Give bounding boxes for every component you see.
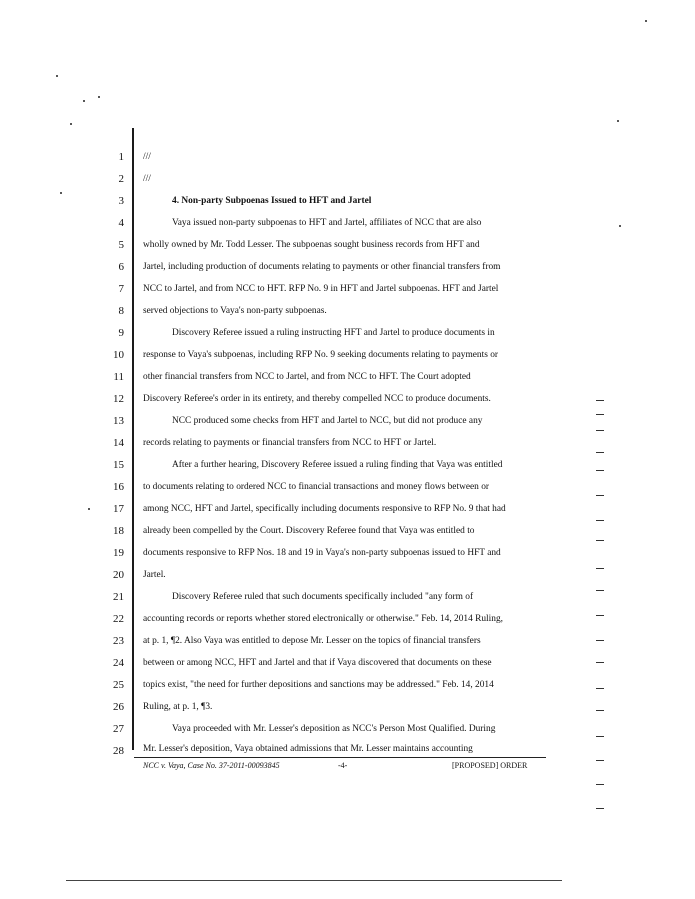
margin-scan-noise bbox=[596, 400, 610, 820]
line-number: 22 bbox=[113, 613, 124, 625]
line-number: 20 bbox=[113, 569, 124, 581]
footer-case-caption: NCC v. Vaya, Case No. 37-2011-00093845 bbox=[143, 761, 280, 770]
line-number: 8 bbox=[118, 305, 124, 317]
scan-speck bbox=[60, 192, 62, 194]
line-number: 16 bbox=[113, 481, 124, 493]
line-number: 17 bbox=[113, 503, 124, 515]
body-line: NCC produced some checks from HFT and Jartel to NCC, but did not produce any bbox=[172, 416, 483, 426]
scan-speck bbox=[98, 96, 100, 98]
line-number: 28 bbox=[113, 745, 124, 757]
line-number: 9 bbox=[118, 327, 124, 339]
body-line: /// bbox=[143, 174, 151, 184]
scan-edge-line bbox=[66, 880, 562, 881]
scan-speck bbox=[56, 75, 58, 77]
line-number: 18 bbox=[113, 525, 124, 537]
line-number: 13 bbox=[113, 415, 124, 427]
footer-page-number: -4- bbox=[338, 761, 348, 770]
body-line: wholly owned by Mr. Todd Lesser. The subpoenas sought business records from HFT and bbox=[143, 240, 480, 250]
scan-speck bbox=[619, 225, 621, 227]
body-line: records relating to payments or financial transfers from NCC to HFT or Jartel. bbox=[143, 438, 437, 448]
line-number: 3 bbox=[118, 195, 124, 207]
body-line: between or among NCC, HFT and Jartel and that if Vaya discovered that documents on these bbox=[143, 658, 492, 668]
line-number: 12 bbox=[113, 393, 124, 405]
line-number: 6 bbox=[118, 261, 124, 273]
line-number: 23 bbox=[113, 635, 124, 647]
line-number: 19 bbox=[113, 547, 124, 559]
body-line: Vaya issued non-party subpoenas to HFT and Jartel, affiliates of NCC that are also bbox=[172, 218, 482, 228]
section-heading: 4. Non-party Subpoenas Issued to HFT and Jartel bbox=[172, 196, 372, 206]
line-number: 1 bbox=[118, 151, 124, 163]
body-line: Jartel, including production of documents relating to payments or other financial transfers from bbox=[143, 262, 501, 272]
body-line: to documents relating to ordered NCC to financial transactions and money flows between or bbox=[143, 482, 490, 492]
scan-speck bbox=[88, 508, 90, 510]
body-line: Discovery Referee ruled that such documents specifically included "any form of bbox=[172, 592, 474, 602]
line-number: 14 bbox=[113, 437, 124, 449]
body-line: Jartel. bbox=[143, 570, 166, 580]
body-line: among NCC, HFT and Jartel, specifically including documents responsive to RFP No. 9 that had bbox=[143, 504, 506, 514]
body-line: /// bbox=[143, 152, 151, 162]
line-number: 15 bbox=[113, 459, 124, 471]
footer-document-label: [PROPOSED] ORDER bbox=[452, 761, 528, 770]
footer-rule bbox=[134, 757, 546, 758]
scan-speck bbox=[645, 20, 647, 22]
line-number: 4 bbox=[118, 217, 124, 229]
line-number: 27 bbox=[113, 723, 124, 735]
body-line: accounting records or reports whether stored electronically or otherwise." Feb. 14, 2014 Ruling, bbox=[143, 614, 503, 624]
body-line: After a further hearing, Discovery Referee issued a ruling finding that Vaya was entitled bbox=[172, 460, 503, 470]
body-line: Ruling, at p. 1, ¶3. bbox=[143, 702, 213, 712]
body-line: already been compelled by the Court. Discovery Referee found that Vaya was entitled to bbox=[143, 526, 475, 536]
body-line: Vaya proceeded with Mr. Lesser's deposition as NCC's Person Most Qualified. During bbox=[172, 724, 496, 734]
body-line: documents responsive to RFP Nos. 18 and 19 in Vaya's non-party subpoenas issued to HFT and bbox=[143, 548, 501, 558]
line-number: 11 bbox=[113, 371, 124, 383]
line-number: 26 bbox=[113, 701, 124, 713]
line-number: 24 bbox=[113, 657, 124, 669]
body-line: Discovery Referee's order in its entirety, and thereby compelled NCC to produce documents. bbox=[143, 394, 491, 404]
line-number: 7 bbox=[118, 283, 124, 295]
line-number: 21 bbox=[113, 591, 124, 603]
scan-speck bbox=[70, 123, 72, 125]
body-line: served objections to Vaya's non-party subpoenas. bbox=[143, 306, 327, 316]
body-line: topics exist, "the need for further depositions and sanctions may be addressed." Feb. 14, 2014 bbox=[143, 680, 494, 690]
body-line: Discovery Referee issued a ruling instructing HFT and Jartel to produce documents in bbox=[172, 328, 495, 338]
scan-speck bbox=[83, 100, 85, 102]
line-number: 25 bbox=[113, 679, 124, 691]
body-line: response to Vaya's subpoenas, including RFP No. 9 seeking documents relating to payments or bbox=[143, 350, 499, 360]
left-margin-rule bbox=[132, 128, 134, 750]
line-number: 2 bbox=[118, 173, 124, 185]
body-line: other financial transfers from NCC to Jartel, and from NCC to HFT. The Court adopted bbox=[143, 372, 471, 382]
line-number: 5 bbox=[118, 239, 124, 251]
line-number: 10 bbox=[113, 349, 124, 361]
body-line: at p. 1, ¶2. Also Vaya was entitled to depose Mr. Lesser on the topics of financial transfers bbox=[143, 636, 481, 646]
body-line: NCC to Jartel, and from NCC to HFT. RFP No. 9 in HFT and Jartel subpoenas. HFT and Jartel bbox=[143, 284, 499, 294]
scan-speck bbox=[617, 120, 619, 122]
body-line: Mr. Lesser's deposition, Vaya obtained admissions that Mr. Lesser maintains accounting bbox=[143, 744, 473, 754]
